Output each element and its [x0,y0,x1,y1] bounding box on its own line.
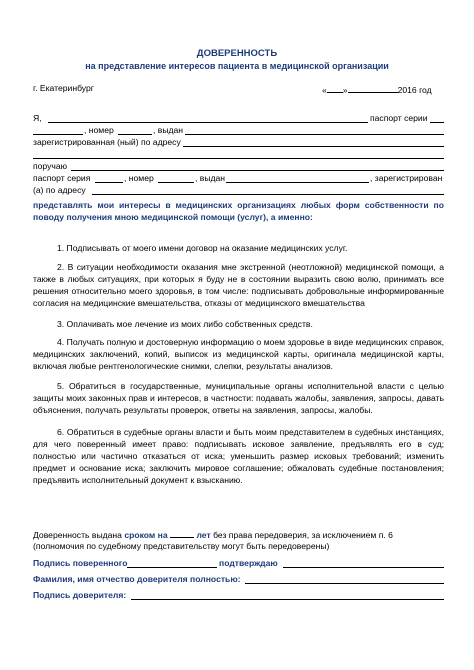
principal-name-blank[interactable] [48,122,368,123]
date-field[interactable]: « » 2016 год [322,85,432,95]
sig-confirm-label: подтверждаю [219,558,278,568]
passport-series-label: паспорт серии [370,113,428,123]
validity-line: Доверенность выдана сроком на лет без права передоверия, за исключением п. 6 [33,530,393,540]
registered-address-cont-blank[interactable] [33,158,444,159]
agent-name-blank[interactable] [71,170,444,171]
fio-label: Фамилия, имя отчество доверителя полностью: [33,574,241,584]
date-day-blank[interactable] [327,83,343,93]
list-item-4: 4. Получать полную и достоверную информацию о моем здоровье в виде медицинских справок, медицинских заключений, копий, выписок из медицинской карты, оригинала медицинской карты, включая любые рентгенологические снимки, слепки, результаты анализов. [33,337,444,371]
passport-number-blank[interactable] [118,134,152,135]
sig-agent-label: Подпись поверенного [33,558,128,568]
document-subtitle: на представление интересов пациента в медицинской организации [85,61,389,71]
list-item-6: 6. Обратиться в судебные органы власти и быть моим представителем в судебных инстанциях, для чего поверенный имеет право: подписывать исковое заявление, предъявлять его в суд; полностью или частично отказаться от иска; уменьшить размер исковых требований; изменить предмет и основание иска; заключить мировое соглашение; обжаловать судебные постановления; предъявить исполнительный документ к взысканию. [33,427,444,485]
passport-issued-blank[interactable] [185,134,444,135]
sig-principal-label: Подпись доверителя: [33,590,127,600]
passport-series-blank[interactable] [430,122,444,123]
issued-label: , выдан [153,125,184,135]
list-item-2: 2. В ситуации необходимости оказания мне экстренной (неотложной) медицинской помощи, а также в любых ситуациях, при которых я буду не в состоянии выразить свою волю, принимать все решения относительно моего здоровья, в том числе: подписывать добровольные информированные согласия на медицинские вмешательства, отказы от медицинского вмешательства [33,262,444,308]
fio-blank[interactable] [245,583,444,584]
list-item-3: 3. Оплачивать мое лечение из моих либо собственных средств. [57,319,313,329]
registered2-label: , зарегистрирован [370,173,443,183]
registered-address-blank[interactable] [183,146,444,147]
list-item-5: 5. Обратиться в государственные, муниципальные органы исполнительной власти с целью защиты моих законных прав и интересов, в частности: подавать жалобы, заявления, запросы, давать объяснения, получать результаты проверок, ответы на заявления, запросы, жалобы. [33,381,444,415]
sig-principal-blank[interactable] [131,599,444,600]
agent-address-blank[interactable] [92,194,444,195]
number2-label: , номер [124,173,154,183]
sig-confirm-blank[interactable] [283,567,444,568]
number-label: , номер [84,125,114,135]
address-label: (а) по адресу [33,185,86,195]
agent-passport-issued-blank[interactable] [226,182,369,183]
validity-term-label: сроком на [124,530,168,540]
authorize-label: поручаю [33,161,68,171]
passport-series-cont-blank[interactable] [33,134,83,135]
intro-paragraph: представлять мои интересы в медицинских организациях любых форм собственности по поводу получения мною медицинской помощи (услуг), а именно: [33,200,444,222]
ya-label: Я, [33,113,42,123]
sig-agent-blank[interactable] [127,567,217,568]
date-month-blank[interactable] [348,83,398,93]
document-title: ДОВЕРЕННОСТЬ [196,48,278,59]
validity-years-blank[interactable] [170,528,194,538]
validity-note: (полномочия по судебному представительству могут быть передоверены) [33,541,330,551]
city-label: г. Екатеринбург [33,83,94,93]
registered-label: зарегистрированная (ный) по адресу [33,137,181,147]
issued2-label: , выдан [195,173,226,183]
list-item-1: 1. Подписывать от моего имени договор на оказание медицинских услуг. [57,243,348,253]
agent-passport-series-blank[interactable] [95,182,123,183]
agent-passport-number-blank[interactable] [158,182,194,183]
passport-series2-label: паспорт серия [33,173,91,183]
